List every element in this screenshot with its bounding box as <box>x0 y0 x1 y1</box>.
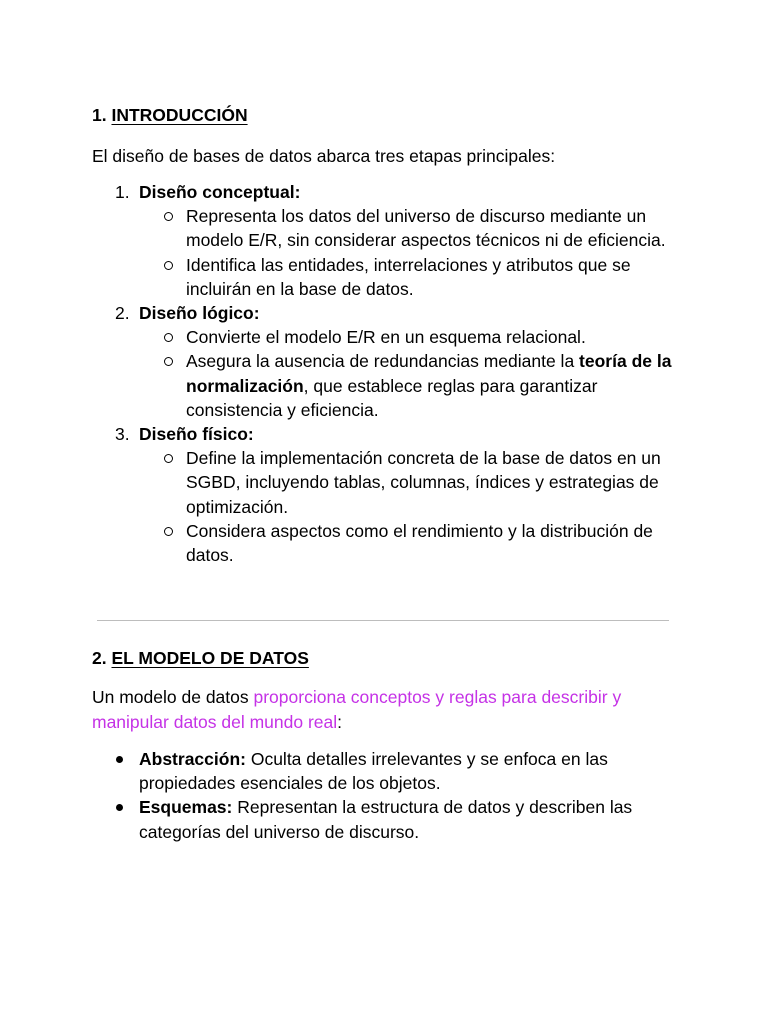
list-item <box>92 795 674 843</box>
concept-text: Oculta detalles irrelevantes y se enfoca en las propiedades esenciales de los objetos. <box>139 749 608 794</box>
stage-number: 1. <box>115 182 130 202</box>
stage-label: Diseño lógico: <box>139 303 260 324</box>
stage-point-text: Identifica las entidades, interrelaciones y atributos que se incluirán en la base de datos. <box>186 254 631 299</box>
hollow-bullet-icon <box>164 454 173 463</box>
stage-point-text: Representa los datos del universo de discurso mediante un modelo E/R, sin considerar aspectos técnicos ni de eficiencia. <box>186 206 666 251</box>
stage-points <box>92 446 692 567</box>
stage-item <box>92 422 692 567</box>
concept-text: Representan la estructura de datos y describen las categorías del universo de discurso. <box>139 797 633 842</box>
stage-point-text: Convierte el modelo E/R en un esquema relacional. <box>186 327 586 348</box>
stage-heading <box>92 422 692 446</box>
section-2-number: 2. <box>92 648 107 668</box>
section-1-heading <box>92 103 248 127</box>
normalization-theory-term: teoría de la normalización <box>186 351 672 396</box>
hollow-bullet-icon <box>164 527 173 536</box>
stage-point-text-before: Asegura la ausencia de redundancias mediante la <box>186 351 580 372</box>
hollow-bullet-icon <box>164 261 173 270</box>
stage-number: 2. <box>115 303 130 324</box>
model-concepts-list <box>92 747 692 844</box>
section-1-number: 1. <box>92 105 107 125</box>
intro-text-end: : <box>337 711 343 732</box>
stage-number: 3. <box>115 424 130 445</box>
stage-point-text-after: , que establece reglas para garantizar consistencia y eficiencia. <box>186 375 598 420</box>
section-2-heading <box>92 646 309 670</box>
stage-point <box>92 204 684 252</box>
hollow-bullet-icon <box>164 357 173 366</box>
stage-point <box>92 325 684 349</box>
list-item <box>92 747 674 795</box>
stage-point <box>92 519 684 567</box>
stage-label: Diseño físico: <box>139 424 254 445</box>
stage-point-text: Define la implementación concreta de la base de datos en un SGBD, incluyendo tablas, columnas, índices y estrategias de optimización. <box>186 448 661 517</box>
section-2-title: EL MODELO DE DATOS <box>111 648 309 668</box>
stage-points <box>92 325 692 422</box>
section-1-intro: El diseño de bases de datos abarca tres etapas principales: <box>92 146 556 166</box>
stage-item <box>92 180 692 301</box>
hollow-bullet-icon <box>164 212 173 221</box>
stage-label: Diseño conceptual: <box>139 182 301 202</box>
section-1-title: INTRODUCCIÓN <box>111 105 248 125</box>
stage-heading <box>92 180 692 204</box>
section-2-intro <box>92 685 682 734</box>
stage-point-text: Considera aspectos como el rendimiento y la distribución de datos. <box>186 520 653 566</box>
intro-text-start: Un modelo de datos <box>92 687 254 707</box>
stages-list <box>92 180 692 567</box>
intro-highlight-text: proporciona conceptos y reglas para describir y manipular datos del mundo real <box>92 687 622 732</box>
concept-label: Esquemas: <box>139 797 233 818</box>
stage-point <box>92 349 684 422</box>
stage-item <box>92 301 692 422</box>
stage-point <box>92 446 684 519</box>
bullet-dot-icon <box>116 756 123 763</box>
bullet-dot-icon <box>116 804 123 811</box>
stage-heading <box>92 301 692 325</box>
stage-points <box>92 204 692 301</box>
hollow-bullet-icon <box>164 333 173 342</box>
section-divider <box>97 620 669 621</box>
concept-label: Abstracción: <box>139 749 246 769</box>
stage-point <box>92 253 684 301</box>
